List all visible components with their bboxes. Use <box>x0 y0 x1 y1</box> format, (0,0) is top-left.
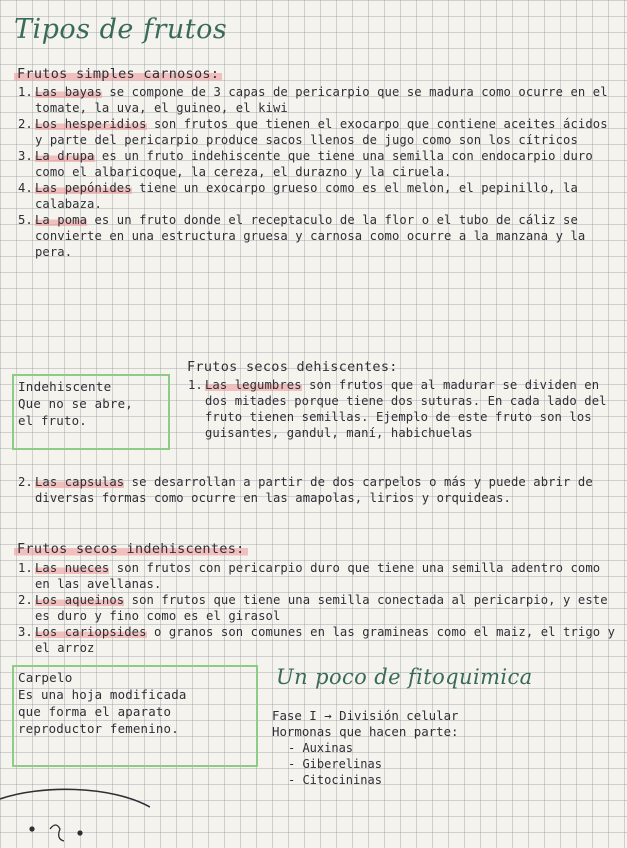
item-description: son frutos que tienen el exocarpo que contiene aceites ácidos y parte del pericarpio produce sacos llenos de jugo como son los cítricos <box>35 117 608 147</box>
item-description: tiene un exocarpo grueso como es el melon, el pepinillo, la calabaza. <box>35 181 578 211</box>
list-item <box>18 116 618 148</box>
item-keyword: Las capsulas <box>35 475 125 489</box>
item-keyword: Las bayas <box>35 85 102 99</box>
list-item <box>18 148 618 180</box>
list-item <box>18 592 622 624</box>
hormonas-heading: Hormonas que hacen parte: <box>272 724 459 739</box>
item-text <box>35 560 622 592</box>
item-description: es un fruto donde el receptaculo de la flor o el tubo de cáliz se convierte en una estructura gruesa y carnosa como ocurre a la manzana y la pera. <box>35 213 586 259</box>
item-number: 2. <box>18 475 33 489</box>
item-description: se compone de 3 capas de pericarpio que se madura como ocurre en el tomate, la uva, el guineo, el kiwi <box>35 85 608 115</box>
list-item <box>18 474 622 506</box>
item-text <box>35 592 622 624</box>
section-heading-carnosos: Frutos simples carnosos: <box>14 66 222 82</box>
item-number: 2. <box>18 593 33 607</box>
item-text <box>205 377 620 441</box>
item-text <box>35 624 622 656</box>
item-number: 1. <box>18 85 33 99</box>
item-keyword: Los hesperidios <box>35 117 147 131</box>
list-item <box>18 180 618 212</box>
note-box-title: Carpelo <box>18 670 73 685</box>
item-keyword: Los aqueinos <box>35 593 125 607</box>
fitoquimica-title: Un poco de fitoquimica <box>276 665 533 689</box>
item-number: 3. <box>18 625 33 639</box>
item-keyword: Las pepónides <box>35 181 132 195</box>
list-item <box>18 624 622 656</box>
hormone-item: - Citocininas <box>288 773 382 787</box>
section-heading-dehiscentes: Frutos secos dehiscentes: <box>187 359 398 375</box>
note-box-line: Es una hoja modificada <box>18 687 187 702</box>
item-description: son frutos que tiene una semilla conectada al pericarpio, y este es duro y fino como es el girasol <box>35 593 608 623</box>
list-dehiscentes-second <box>18 474 622 506</box>
item-number: 1. <box>18 561 33 575</box>
hormone-item: - Auxinas <box>288 741 354 755</box>
item-keyword: La drupa <box>35 149 95 163</box>
note-box-line: el fruto. <box>18 413 87 428</box>
item-description: es un fruto indehiscente que tiene una semilla con endocarpio duro como el albaricoque, la cereza, el durazno y la ciruela. <box>35 149 593 179</box>
fase-line: Fase I → División celular <box>272 708 459 723</box>
item-keyword: Las nueces <box>35 561 110 575</box>
item-description: son frutos que al madurar se dividen en dos mitades porque tiene dos suturas. En cada lado del fruto tienen semillas. Ejemplo de este fruto son los guisantes, gandul, maní, habichuelas <box>205 378 607 440</box>
fitoquimica-notes <box>272 708 622 788</box>
list-item <box>18 84 618 116</box>
item-text <box>35 84 618 116</box>
item-number: 5. <box>18 213 33 227</box>
item-text <box>35 474 622 506</box>
list-carnosos <box>18 84 618 260</box>
item-keyword: Los cariopsides <box>35 625 147 639</box>
note-box-indehiscente <box>12 374 170 450</box>
hormone-item: - Giberelinas <box>288 757 382 771</box>
note-box-carpelo <box>12 665 258 767</box>
item-description: se desarrollan a partir de dos carpelos o más y puede abrir de diversas formas como ocurre en las amapolas, lirios y orquideas. <box>35 475 593 505</box>
item-description: son frutos con pericarpio duro que tiene una semilla adentro como en las avellanas. <box>35 561 601 591</box>
list-item <box>18 212 618 260</box>
item-number: 1. <box>188 378 203 392</box>
item-text <box>35 180 618 212</box>
doodle-illustration <box>0 785 150 848</box>
list-indehiscentes <box>18 560 622 656</box>
note-box-line: reproductor femenino. <box>18 721 179 736</box>
item-description: o granos son comunes en las gramineas como el maiz, el trigo y el arroz <box>35 625 616 655</box>
item-text <box>35 148 618 180</box>
note-box-line: Que no se abre, <box>18 396 133 411</box>
note-box-line: que forma el aparato <box>18 704 172 719</box>
section-heading-indehiscentes: Frutos secos indehiscentes: <box>14 541 248 557</box>
item-number: 4. <box>18 181 33 195</box>
item-keyword: La poma <box>35 213 88 227</box>
item-text <box>35 212 618 260</box>
note-box-title: Indehiscente <box>18 379 112 394</box>
list-dehiscentes-first <box>188 377 620 441</box>
page-title: Tipos de frutos <box>14 14 228 45</box>
item-keyword: Las legumbres <box>205 378 302 392</box>
item-number: 2. <box>18 117 33 131</box>
item-number: 3. <box>18 149 33 163</box>
list-item <box>188 377 620 441</box>
item-text <box>35 116 618 148</box>
list-item <box>18 560 622 592</box>
